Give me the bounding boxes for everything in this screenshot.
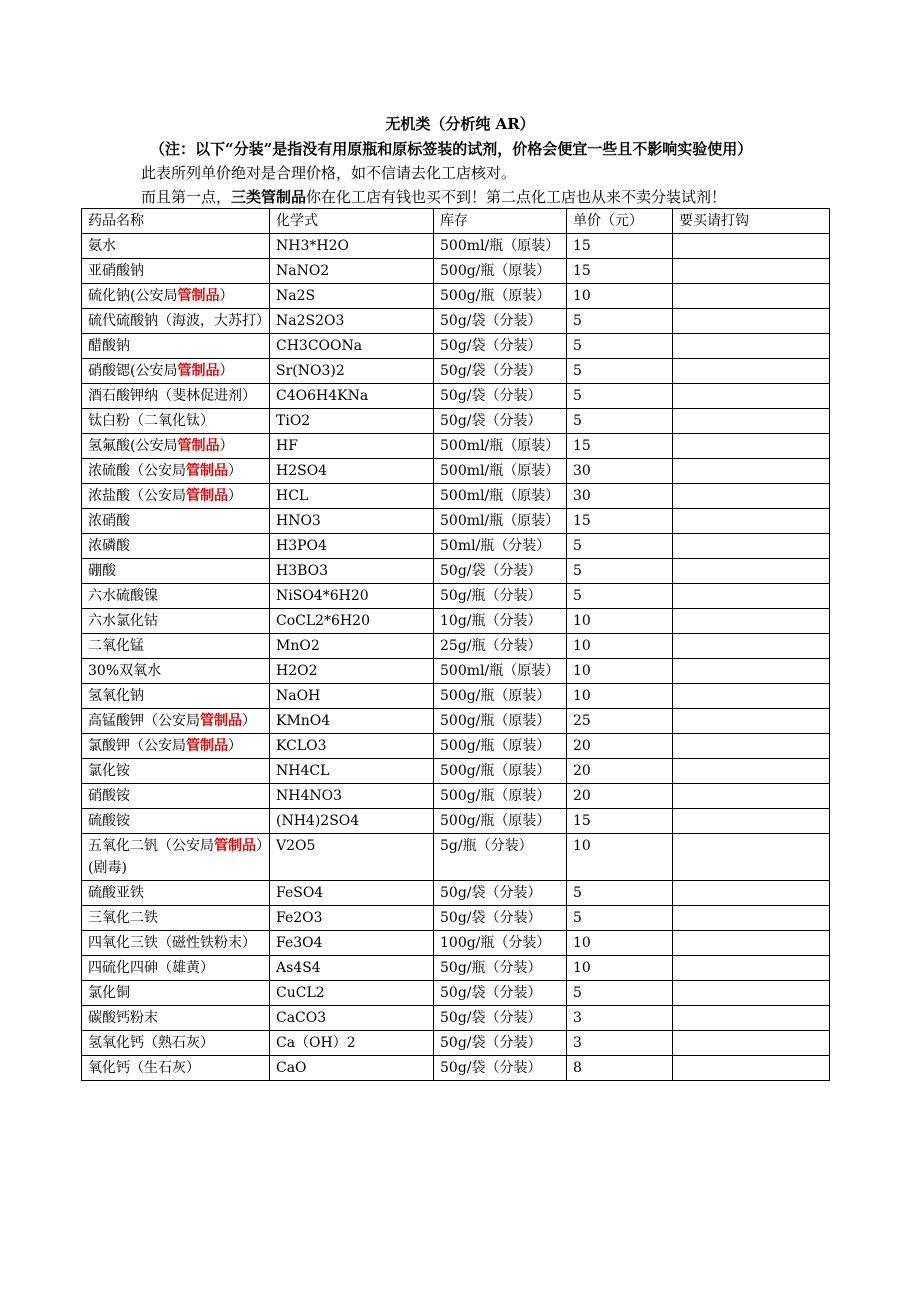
stock-cell: 500ml/瓶（原装）: [434, 459, 567, 484]
controlled-statement-post: 你在化工店有钱也买不到！第二点化工店也从来不卖分装试剂！: [306, 188, 727, 206]
price-cell: 25: [567, 709, 673, 734]
reagent-name-cell: [82, 784, 270, 809]
reagent-name-cell: [82, 684, 270, 709]
reagent-name-cell: [82, 609, 270, 634]
purchase-check-cell[interactable]: [673, 484, 830, 509]
reagent-name: 四硫化四砷（雄黄）: [88, 960, 214, 976]
reagent-name-cell: [82, 459, 270, 484]
purchase-check-cell[interactable]: [673, 509, 830, 534]
purchase-check-cell[interactable]: [673, 1031, 830, 1056]
reagent-name: 酒石酸钾纳（斐林促进剂）: [88, 388, 256, 404]
formula-cell: Fe3O4: [270, 931, 434, 956]
col-header-price: 单价（元）: [567, 209, 673, 234]
price-cell: 5: [567, 384, 673, 409]
controlled-label: 管制品: [186, 488, 228, 504]
reagent-name: 硫酸铵: [88, 813, 130, 829]
formula-cell: (NH4)2SO4: [270, 809, 434, 834]
reagent-name-cell: [82, 634, 270, 659]
reagent-name-cell: [82, 334, 270, 359]
reagent-name-cell: [82, 559, 270, 584]
table-row: [82, 956, 830, 981]
reagent-name-suffix: ）: [219, 288, 234, 304]
table-row: [82, 1031, 830, 1056]
reagent-name-cell: [82, 359, 270, 384]
stock-cell: 50g/袋（分装）: [434, 1031, 567, 1056]
stock-cell: 500g/瓶（原装）: [434, 759, 567, 784]
formula-cell: NaOH: [270, 684, 434, 709]
stock-cell: 50g/袋（分装）: [434, 409, 567, 434]
reagent-name-cell: [82, 906, 270, 931]
reagent-name-cell: [82, 709, 270, 734]
formula-cell: NaNO2: [270, 259, 434, 284]
stock-cell: 100g/瓶（分装）: [434, 931, 567, 956]
formula-cell: Fe2O3: [270, 906, 434, 931]
reagent-name-cell: [82, 409, 270, 434]
price-cell: 15: [567, 434, 673, 459]
stock-cell: 50ml/瓶（分装）: [434, 534, 567, 559]
reagent-name-cell: [82, 384, 270, 409]
price-cell: 5: [567, 409, 673, 434]
table-row: [82, 784, 830, 809]
reagent-name: 醋酸钠: [88, 338, 130, 354]
purchase-check-cell[interactable]: [673, 309, 830, 334]
table-row: [82, 259, 830, 284]
stock-cell: 50g/袋（分装）: [434, 384, 567, 409]
reagent-name-cell: [82, 534, 270, 559]
price-cell: 20: [567, 784, 673, 809]
table-row: [82, 906, 830, 931]
reagent-name: 氢氧化钙（熟石灰）: [88, 1035, 214, 1051]
price-cell: 10: [567, 634, 673, 659]
price-cell: 5: [567, 309, 673, 334]
page-title: 无机类（分析纯 AR）: [385, 115, 535, 133]
price-cell: 3: [567, 1006, 673, 1031]
reagent-name: 浓磷酸: [88, 538, 130, 554]
reagent-name: 30%双氧水: [88, 663, 162, 679]
formula-cell: H2SO4: [270, 459, 434, 484]
formula-cell: MnO2: [270, 634, 434, 659]
formula-cell: Ca（OH）2: [270, 1031, 434, 1056]
formula-cell: HNO3: [270, 509, 434, 534]
table-row: [82, 809, 830, 834]
purchase-check-cell[interactable]: [673, 1056, 830, 1081]
reagent-name: 氢氟酸(公安局: [88, 438, 178, 454]
reagent-name-suffix: ）: [219, 438, 234, 454]
table-row: [82, 684, 830, 709]
table-row: [82, 881, 830, 906]
formula-cell: H2O2: [270, 659, 434, 684]
reagent-name-cell: [82, 659, 270, 684]
formula-cell: V2O5: [270, 834, 434, 881]
reagent-name-cell: [82, 759, 270, 784]
purchase-check-cell[interactable]: [673, 584, 830, 609]
purchase-check-cell[interactable]: [673, 284, 830, 309]
reagent-name-cell: [82, 881, 270, 906]
purchase-check-cell[interactable]: [673, 834, 830, 881]
reagent-name: 高锰酸钾（公安局: [88, 713, 200, 729]
price-cell: 5: [567, 584, 673, 609]
stock-cell: 50g/瓶（分装）: [434, 956, 567, 981]
table-row: [82, 334, 830, 359]
table-row: [82, 1056, 830, 1081]
reagent-name-cell: [82, 284, 270, 309]
purchase-check-cell[interactable]: [673, 809, 830, 834]
col-header-formula: 化学式: [270, 209, 434, 234]
price-cell: 10: [567, 931, 673, 956]
reagent-name: 六水硫酸镍: [88, 588, 158, 604]
stock-cell: 50g/袋（分装）: [434, 309, 567, 334]
reagent-name: 浓硫酸（公安局: [88, 463, 186, 479]
controlled-label: 管制品: [186, 463, 228, 479]
price-cell: 15: [567, 259, 673, 284]
table-row: [82, 1006, 830, 1031]
reagent-name-cell: [82, 956, 270, 981]
reagent-name-cell: [82, 931, 270, 956]
table-row: [82, 834, 830, 881]
reagent-name-suffix: ）(剧毒): [88, 838, 263, 876]
purchase-check-cell[interactable]: [673, 906, 830, 931]
stock-cell: 500ml/瓶（原装）: [434, 659, 567, 684]
controlled-label: 管制品: [177, 363, 220, 379]
col-header-name: 药品名称: [82, 209, 270, 234]
table-row: [82, 759, 830, 784]
stock-cell: 50g/袋（分装）: [434, 1006, 567, 1031]
reagent-name: 三氧化二铁: [88, 910, 158, 926]
formula-cell: NH4CL: [270, 759, 434, 784]
table-row: [82, 534, 830, 559]
reagent-name: 硝酸铵: [88, 788, 130, 804]
table-row: [82, 609, 830, 634]
stock-cell: 25g/瓶（分装）: [434, 634, 567, 659]
purchase-check-cell[interactable]: [673, 956, 830, 981]
table-row: [82, 434, 830, 459]
formula-cell: TiO2: [270, 409, 434, 434]
formula-cell: HCL: [270, 484, 434, 509]
price-cell: 5: [567, 334, 673, 359]
controlled-label: 管制品: [214, 838, 256, 854]
purchase-check-cell[interactable]: [673, 459, 830, 484]
stock-cell: 5g/瓶（分装）: [434, 834, 567, 881]
formula-cell: CaO: [270, 1056, 434, 1081]
formula-cell: KMnO4: [270, 709, 434, 734]
purchase-check-cell[interactable]: [673, 659, 830, 684]
formula-cell: H3BO3: [270, 559, 434, 584]
table-header-row: [82, 209, 830, 234]
stock-cell: 50g/袋（分装）: [434, 359, 567, 384]
table-row: [82, 384, 830, 409]
stock-cell: 50g/袋（分装）: [434, 559, 567, 584]
controlled-label: 管制品: [186, 738, 228, 754]
purchase-check-cell[interactable]: [673, 534, 830, 559]
col-header-check: 要买请打钩: [673, 209, 830, 234]
table-row: [82, 734, 830, 759]
purchase-check-cell[interactable]: [673, 434, 830, 459]
price-cell: 10: [567, 834, 673, 881]
formula-cell: Na2S2O3: [270, 309, 434, 334]
reagent-name-cell: [82, 1031, 270, 1056]
stock-cell: 50g/袋（分装）: [434, 1056, 567, 1081]
price-cell: 5: [567, 881, 673, 906]
price-cell: 3: [567, 1031, 673, 1056]
formula-cell: KCLO3: [270, 734, 434, 759]
purchase-check-cell[interactable]: [673, 881, 830, 906]
reagent-name-suffix: ）: [242, 713, 256, 729]
purchase-check-cell[interactable]: [673, 559, 830, 584]
table-row: [82, 509, 830, 534]
stock-cell: 50g/袋（分装）: [434, 334, 567, 359]
controlled-statement: [141, 186, 726, 207]
reagent-name: 氯酸钾（公安局: [88, 738, 186, 754]
purchase-check-cell[interactable]: [673, 734, 830, 759]
reagent-name-cell: [82, 1056, 270, 1081]
reagent-name-cell: [82, 1006, 270, 1031]
formula-cell: Sr(NO3)2: [270, 359, 434, 384]
controlled-label: 管制品: [200, 713, 242, 729]
stock-cell: 500ml/瓶（原装）: [434, 434, 567, 459]
stock-cell: 10g/瓶（分装）: [434, 609, 567, 634]
purchase-check-cell[interactable]: [673, 1006, 830, 1031]
controlled-statement-pre: 而且第一点，: [141, 188, 232, 206]
table-row: [82, 931, 830, 956]
reagent-name: 氨水: [88, 238, 116, 254]
reagent-name: 五氧化二钒（公安局: [88, 838, 214, 854]
purchase-check-cell[interactable]: [673, 609, 830, 634]
reagent-name-cell: [82, 234, 270, 259]
stock-cell: 500g/瓶（原装）: [434, 284, 567, 309]
reagent-name: 硫酸亚铁: [88, 885, 144, 901]
price-cell: 20: [567, 759, 673, 784]
reagent-name-cell: [82, 309, 270, 334]
price-cell: 5: [567, 906, 673, 931]
price-cell: 15: [567, 509, 673, 534]
price-cell: 10: [567, 609, 673, 634]
formula-cell: HF: [270, 434, 434, 459]
table-row: [82, 409, 830, 434]
reagent-name: 氧化钙（生石灰）: [88, 1060, 200, 1076]
purchase-check-cell[interactable]: [673, 981, 830, 1006]
reagent-name: 氯化铜: [88, 985, 130, 1001]
purchase-check-cell[interactable]: [673, 759, 830, 784]
reagent-name: 浓盐酸（公安局: [88, 488, 186, 504]
table-row: [82, 584, 830, 609]
stock-cell: 500g/瓶（原装）: [434, 784, 567, 809]
reagent-name: 六水氯化钴: [88, 613, 158, 629]
formula-cell: CaCO3: [270, 1006, 434, 1031]
purchase-check-cell[interactable]: [673, 384, 830, 409]
formula-cell: NH3*H2O: [270, 234, 434, 259]
controlled-statement-bold: 三类管制品: [231, 188, 307, 206]
price-cell: 5: [567, 981, 673, 1006]
purchase-check-cell[interactable]: [673, 784, 830, 809]
reagent-name: 硫化钠(公安局: [88, 288, 178, 304]
purchase-check-cell[interactable]: [673, 334, 830, 359]
price-cell: 5: [567, 534, 673, 559]
table-row: [82, 284, 830, 309]
price-cell: 30: [567, 484, 673, 509]
stock-cell: 500ml/瓶（原装）: [434, 234, 567, 259]
reagent-name-suffix: ）: [228, 738, 242, 754]
reagent-name-suffix: ）: [228, 488, 242, 504]
stock-cell: 50g/袋（分装）: [434, 981, 567, 1006]
reagent-name: 硝酸锶(公安局: [88, 363, 178, 379]
col-header-stock: 库存: [434, 209, 567, 234]
table-row: [82, 559, 830, 584]
formula-cell: C4O6H4KNa: [270, 384, 434, 409]
stock-cell: 50g/袋（分装）: [434, 881, 567, 906]
purchase-check-cell[interactable]: [673, 259, 830, 284]
purchase-check-cell[interactable]: [673, 359, 830, 384]
price-cell: 20: [567, 734, 673, 759]
stock-cell: 50g/袋（分装）: [434, 906, 567, 931]
stock-cell: 500ml/瓶（原装）: [434, 484, 567, 509]
reagent-name-cell: [82, 734, 270, 759]
reagent-table: [81, 208, 830, 1081]
reagent-name-cell: [82, 981, 270, 1006]
price-cell: 10: [567, 284, 673, 309]
reagent-name-suffix: ）: [228, 463, 242, 479]
formula-cell: As4S4: [270, 956, 434, 981]
reagent-name: 氢氧化钠: [88, 688, 144, 704]
table-row: [82, 234, 830, 259]
reagent-name: 二氧化锰: [88, 638, 144, 654]
purchase-check-cell[interactable]: [673, 634, 830, 659]
price-cell: 15: [567, 234, 673, 259]
formula-cell: CoCL2*6H20: [270, 609, 434, 634]
price-cell: 15: [567, 809, 673, 834]
formula-cell: H3PO4: [270, 534, 434, 559]
table-row: [82, 659, 830, 684]
stock-cell: 500g/瓶（原装）: [434, 709, 567, 734]
price-cell: 10: [567, 684, 673, 709]
controlled-label: 管制品: [177, 438, 220, 454]
reagent-name: 亚硝酸钠: [88, 263, 144, 279]
reagent-name-cell: [82, 834, 270, 881]
formula-cell: Na2S: [270, 284, 434, 309]
reagent-name: 浓硝酸: [88, 513, 130, 529]
stock-cell: 500ml/瓶（原装）: [434, 509, 567, 534]
stock-cell: 500g/瓶（原装）: [434, 734, 567, 759]
price-cell: 10: [567, 956, 673, 981]
price-cell: 5: [567, 559, 673, 584]
reagent-name-cell: [82, 259, 270, 284]
table-row: [82, 484, 830, 509]
purchase-check-cell[interactable]: [673, 931, 830, 956]
purchase-check-cell[interactable]: [673, 234, 830, 259]
reagent-name-cell: [82, 434, 270, 459]
price-cell: 8: [567, 1056, 673, 1081]
price-cell: 10: [567, 659, 673, 684]
reagent-name-cell: [82, 484, 270, 509]
formula-cell: CH3COONa: [270, 334, 434, 359]
stock-cell: 500g/瓶（原装）: [434, 809, 567, 834]
reagent-name: 钛白粉（二氧化钛）: [88, 413, 214, 429]
stock-cell: 500g/瓶（原装）: [434, 259, 567, 284]
table-row: [82, 309, 830, 334]
reagent-name: 碳酸钙粉末: [88, 1010, 158, 1026]
price-cell: 5: [567, 359, 673, 384]
formula-cell: NiSO4*6H20: [270, 584, 434, 609]
reagent-name-cell: [82, 584, 270, 609]
table-row: [82, 634, 830, 659]
purchase-check-cell[interactable]: [673, 709, 830, 734]
formula-cell: FeSO4: [270, 881, 434, 906]
table-row: [82, 981, 830, 1006]
purchase-check-cell[interactable]: [673, 409, 830, 434]
purchase-check-cell[interactable]: [673, 684, 830, 709]
reagent-name: 硫代硫酸钠（海波，大苏打）: [88, 313, 270, 329]
price-cell: 30: [567, 459, 673, 484]
reagent-name: 氯化铵: [88, 763, 130, 779]
controlled-label: 管制品: [177, 288, 220, 304]
formula-cell: CuCL2: [270, 981, 434, 1006]
table-row: [82, 709, 830, 734]
reagent-name: 硼酸: [88, 563, 116, 579]
table-row: [82, 359, 830, 384]
formula-cell: NH4NO3: [270, 784, 434, 809]
note-line: （注：以下“分装”是指没有用原瓶和原标签装的试剂，价格会便宜一些且不影响实验使用）: [150, 140, 753, 158]
reagent-name-suffix: ）: [219, 363, 234, 379]
reagent-name: 四氧化三铁（磁性铁粉末）: [88, 935, 256, 951]
stock-cell: 50g/瓶（分装）: [434, 584, 567, 609]
reagent-name-cell: [82, 809, 270, 834]
price-statement: 此表所列单价绝对是合理价格，如不信请去化工店核对。: [141, 164, 517, 182]
table-row: [82, 459, 830, 484]
reagent-name-cell: [82, 509, 270, 534]
stock-cell: 500g/瓶（原装）: [434, 684, 567, 709]
